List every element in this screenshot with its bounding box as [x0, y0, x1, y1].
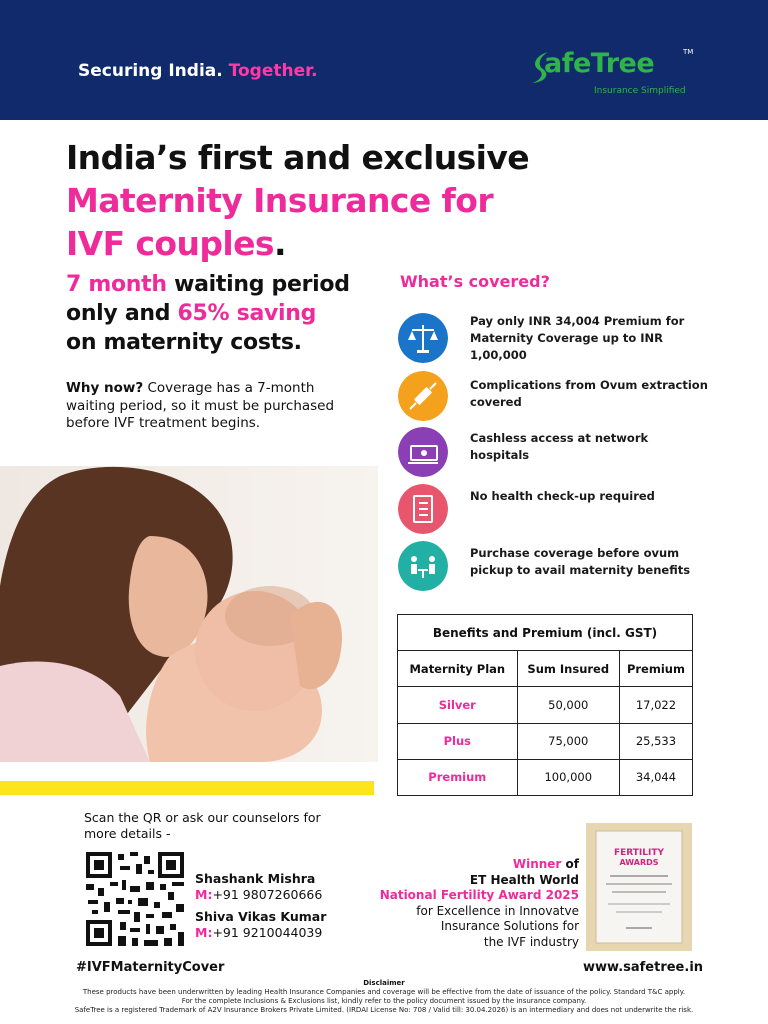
sum-insured-cell: 50,000: [517, 687, 619, 723]
table-header-row: [398, 651, 693, 687]
award-description-3: the IVF industry: [483, 934, 579, 949]
headline-line-2: Maternity Insurance for: [66, 181, 493, 220]
subheadline: [66, 270, 350, 357]
headline-line-3-pink: IVF couples: [66, 224, 274, 263]
tagline-part-2: Together.: [228, 61, 318, 81]
award-of: of: [561, 857, 579, 871]
table-row: [398, 759, 693, 795]
contact-phone: +91 9210044039: [212, 925, 323, 940]
contact-person-1: [195, 871, 322, 903]
contact-phone-line[interactable]: [195, 925, 326, 941]
disclaimer-line: SafeTree is a registered Trademark of A2V Insurance Brokers Private Limited. (IRDAI License No: 708 / Valid till: 30.04.2026) is an intermediary and does not underwrite the risk.: [74, 1006, 694, 1014]
why-now-paragraph: [66, 380, 366, 433]
subhead-line-1: [66, 270, 350, 299]
mother-baby-photo: [0, 466, 378, 762]
disclaimer-line: These products have been underwritten by leading Health Insurance Companies and coverage will be effective from the date of issuance of the policy. Standard T&C apply.: [82, 988, 686, 996]
scales-icon: [398, 313, 448, 363]
scan-qr-text: Scan the QR or ask our counselors for more details -: [84, 810, 321, 841]
award-name: National Fertility Award 2025: [379, 888, 579, 902]
covered-item-checkup: [398, 484, 738, 534]
subhead-line-3: on maternity costs.: [66, 330, 302, 355]
yellow-accent-bar: [0, 781, 374, 795]
award-description-2: Insurance Solutions for: [440, 919, 579, 933]
award-line-1: [372, 857, 579, 873]
safetree-logo[interactable]: [530, 48, 700, 106]
award-organizer: ET Health World: [469, 872, 579, 887]
subhead-text-2: only and: [66, 301, 178, 326]
headline-line-3-end: .: [273, 224, 286, 263]
disclaimer-line: For the complete Inclusions & Exclusions list, kindly refer to the policy document issued by the insurance company.: [181, 997, 587, 1005]
headline-line-1: India’s first and exclusive: [66, 138, 530, 177]
main-headline: [66, 136, 529, 265]
contact-phone: +91 9807260666: [212, 887, 323, 902]
covered-item-text: Cashless access at network hospitals: [470, 431, 649, 462]
mobile-label: M:: [195, 887, 213, 902]
plan-name-cell: Silver: [398, 687, 518, 723]
subhead-text-1: waiting period: [166, 272, 350, 297]
premium-cell: 17,022: [619, 687, 692, 723]
website-link[interactable]: www.safetree.in: [583, 960, 704, 975]
column-header: Maternity Plan: [398, 651, 518, 687]
premium-cell: 34,044: [619, 759, 692, 795]
subhead-highlight-2: 65% saving: [177, 301, 317, 326]
checklist-icon: [398, 484, 448, 534]
covered-item-cashless: [398, 427, 738, 477]
logo-trademark: TM: [683, 48, 694, 56]
logo-wordmark: afeTree: [544, 48, 655, 79]
qr-code[interactable]: [86, 852, 184, 946]
award-certificate-image: [586, 823, 692, 951]
contact-phone-line[interactable]: [195, 887, 322, 903]
award-cert-sub: AWARDS: [619, 858, 659, 867]
table-caption: Benefits and Premium (incl. GST): [398, 615, 693, 651]
mother-baby-illustration: [0, 466, 378, 762]
why-now-label: Why now?: [66, 380, 144, 396]
covered-item-ovum-pickup: [398, 541, 738, 591]
table-caption-row: [398, 615, 693, 651]
table-row: [398, 723, 693, 759]
why-now-text: Coverage has a 7-month waiting period, so it must be purchased before IVF treatment begins.: [66, 380, 335, 431]
logo-tagline: Insurance Simplified: [594, 86, 686, 96]
award-winner-label: Winner: [512, 857, 562, 871]
covered-item-text: Purchase coverage before ovum pickup to avail maternity benefits: [470, 546, 691, 577]
plan-name-cell: Premium: [398, 759, 518, 795]
award-cert-title: FERTILITY: [613, 848, 665, 858]
column-header: Sum Insured: [517, 651, 619, 687]
sum-insured-cell: 100,000: [517, 759, 619, 795]
header-banner: [0, 0, 768, 120]
disclaimer-title: Disclaimer: [363, 979, 405, 987]
covered-item-premium: [398, 313, 738, 363]
contact-name: Shashank Mishra: [195, 871, 316, 886]
headline-line-3: [66, 222, 529, 265]
covered-item-ovum: [398, 371, 738, 421]
covered-item-text: No health check-up required: [470, 489, 655, 503]
premium-cell: 25,533: [619, 723, 692, 759]
column-header: Premium: [619, 651, 692, 687]
tagline-part-1: Securing India.: [78, 61, 223, 81]
hashtag: #IVFMaternityCover: [76, 960, 225, 975]
award-certificate-graphic: [586, 823, 692, 951]
whats-covered-title: What’s covered?: [400, 272, 550, 291]
mobile-label: M:: [195, 925, 213, 940]
contact-name: Shiva Vikas Kumar: [195, 909, 327, 924]
syringe-icon: [398, 371, 448, 421]
covered-item-text: Complications from Ovum extraction covered: [470, 378, 708, 409]
plan-name-cell: Plus: [398, 723, 518, 759]
subhead-line-2: [66, 299, 350, 328]
award-description-1: for Excellence in Innovatve: [416, 903, 579, 918]
award-text: [372, 857, 579, 950]
consultation-icon: [398, 541, 448, 591]
cash-icon: [398, 427, 448, 477]
subhead-highlight-1: 7 month: [66, 272, 167, 297]
disclaimer-text: [0, 988, 768, 1015]
tagline: [78, 61, 318, 81]
sum-insured-cell: 75,000: [517, 723, 619, 759]
benefits-premium-table: [397, 614, 693, 796]
contact-person-2: [195, 909, 326, 941]
table-row: [398, 687, 693, 723]
covered-item-text: Pay only INR 34,004 Premium for Maternity Coverage up to INR 1,00,000: [470, 314, 685, 362]
